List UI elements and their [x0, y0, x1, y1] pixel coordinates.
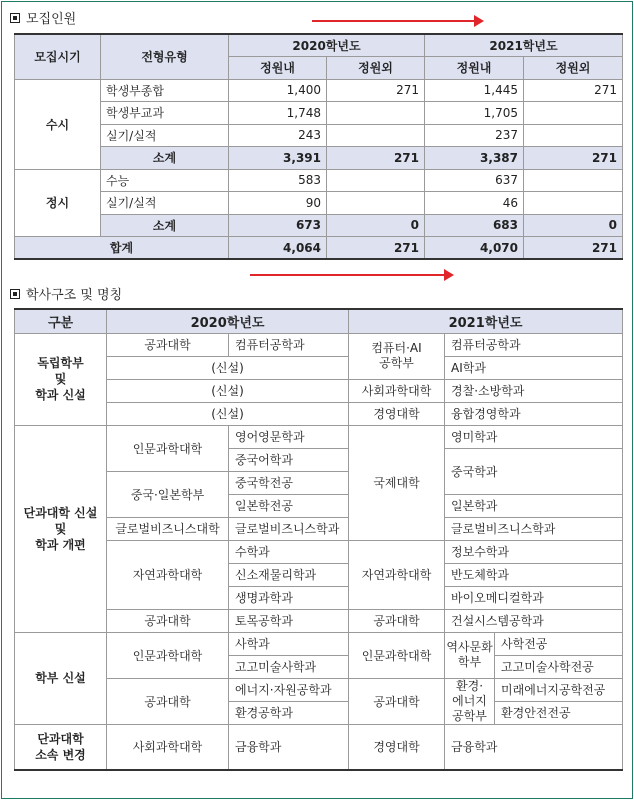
cell: 사학전공: [495, 632, 623, 655]
value-cell: 243: [229, 124, 327, 147]
square-bullet-icon: [10, 289, 20, 299]
cell: 건설시스템공학과: [445, 609, 623, 632]
cell: 영어영문학과: [229, 425, 349, 448]
header-category: 구분: [15, 309, 107, 333]
header-2020-in: 정원내: [229, 57, 327, 80]
header-2021-out: 정원외: [524, 57, 623, 80]
value-cell: 1,445: [425, 79, 524, 102]
cell: 중국학과: [445, 448, 623, 494]
subtotal-label: 소계: [101, 147, 229, 170]
cell: 바이오메디컬학과: [445, 586, 623, 609]
value-cell: 637: [425, 169, 524, 192]
table-row: [15, 192, 623, 215]
type-cell: 학생부교과: [101, 102, 229, 125]
cell: (신설): [107, 379, 349, 402]
section-title-text: 학사구조 및 명칭: [26, 288, 123, 303]
total-row: [15, 237, 623, 260]
total-label: 합계: [15, 237, 229, 260]
cell: 환경· 에너지 공학부: [445, 678, 495, 724]
cell: 경영대학: [349, 402, 445, 425]
cell: 환경공학과: [229, 701, 349, 724]
value-cell: 683: [425, 214, 524, 237]
cell: AI학과: [445, 356, 623, 379]
cell: 정보수학과: [445, 540, 623, 563]
cell: 인문과학대학: [349, 632, 445, 678]
value-cell: 3,391: [229, 147, 327, 170]
cell: 컴퓨터공학과: [445, 333, 623, 356]
cell: 금융학과: [445, 724, 623, 770]
admissions-table: [14, 33, 623, 260]
category-independent: 독립학부 및 학과 신설: [15, 333, 107, 425]
subtotal-row: [15, 214, 623, 237]
value-cell: 46: [425, 192, 524, 215]
header-2021: 2021학년도: [349, 309, 623, 333]
cell: 중국·일본학부: [107, 471, 229, 517]
cell: 영미학과: [445, 425, 623, 448]
cell: 생명과학과: [229, 586, 349, 609]
cell: 토목공학과: [229, 609, 349, 632]
section-title-structure: [10, 284, 122, 303]
type-cell: 학생부종합: [101, 79, 229, 102]
cell: 글로벌비즈니스대학: [107, 517, 229, 540]
value-cell: 4,070: [425, 237, 524, 260]
group-susi: 수시: [15, 79, 101, 169]
cell: 경찰·소방학과: [445, 379, 623, 402]
cell: 경영대학: [349, 724, 445, 770]
value-cell: 271: [524, 147, 623, 170]
cell: 신소재물리학과: [229, 563, 349, 586]
cell: 공과대학: [107, 609, 229, 632]
cell: 공과대학: [107, 333, 229, 356]
value-cell: 583: [229, 169, 327, 192]
cell: 사회과학대학: [349, 379, 445, 402]
square-bullet-icon: [10, 13, 20, 23]
cell: 일본학전공: [229, 494, 349, 517]
cell: 자연과학대학: [349, 540, 445, 609]
cell: 공과대학: [349, 678, 445, 724]
section-title-text: 모집인원: [26, 12, 77, 27]
cell: 일본학과: [445, 494, 623, 517]
cell: 미래에너지공학전공: [495, 678, 623, 701]
value-cell: 90: [229, 192, 327, 215]
header-2020: 2020학년도: [107, 309, 349, 333]
header-2020-out: 정원외: [327, 57, 425, 80]
cell: 중국어학과: [229, 448, 349, 471]
category-affiliation-change: 단과대학 소속 변경: [15, 724, 107, 770]
cell: 컴퓨터공학과: [229, 333, 349, 356]
cell: 에너지·자원공학과: [229, 678, 349, 701]
type-cell: 실기/실적: [101, 192, 229, 215]
value-cell: [524, 124, 623, 147]
header-period: 모집시기: [15, 34, 101, 79]
cell: 글로벌비즈니스학과: [229, 517, 349, 540]
value-cell: 0: [327, 214, 425, 237]
cell: 반도체학과: [445, 563, 623, 586]
value-cell: [524, 192, 623, 215]
header-2020: 2020학년도: [229, 34, 425, 57]
cell: 컴퓨터·AI 공학부: [349, 333, 445, 379]
cell: 인문과학대학: [107, 632, 229, 678]
value-cell: 673: [229, 214, 327, 237]
value-cell: 1,748: [229, 102, 327, 125]
cell: 사회과학대학: [107, 724, 229, 770]
table-row: [15, 79, 623, 102]
cell: 융합경영학과: [445, 402, 623, 425]
cell: 역사문화 학부: [445, 632, 495, 678]
cell: 금융학과: [229, 724, 349, 770]
cell: (신설): [107, 356, 349, 379]
table-row: [15, 102, 623, 125]
table-row: [15, 124, 623, 147]
cell: 중국학전공: [229, 471, 349, 494]
subtotal-label: 소계: [101, 214, 229, 237]
cell: 인문과학대학: [107, 425, 229, 471]
cell: 글로벌비즈니스학과: [445, 517, 623, 540]
value-cell: 0: [524, 214, 623, 237]
value-cell: 237: [425, 124, 524, 147]
value-cell: [327, 192, 425, 215]
section-title-admissions: [10, 8, 76, 27]
value-cell: 271: [327, 237, 425, 260]
value-cell: 4,064: [229, 237, 327, 260]
value-cell: 1,705: [425, 102, 524, 125]
value-cell: 3,387: [425, 147, 524, 170]
value-cell: [327, 102, 425, 125]
red-arrow-icon: [312, 20, 482, 22]
value-cell: 271: [327, 147, 425, 170]
value-cell: [327, 124, 425, 147]
category-division: 학부 신설: [15, 632, 107, 724]
group-jeongsi: 정시: [15, 169, 101, 237]
value-cell: 271: [327, 79, 425, 102]
table-row: [15, 169, 623, 192]
cell: 자연과학대학: [107, 540, 229, 609]
value-cell: [524, 169, 623, 192]
category-college-restructure: 단과대학 신설 및 학과 개편: [15, 425, 107, 632]
value-cell: [524, 102, 623, 125]
structure-table: [14, 308, 623, 771]
header-2021-in: 정원내: [425, 57, 524, 80]
cell: 국제대학: [349, 425, 445, 540]
cell: 공과대학: [349, 609, 445, 632]
header-type: 전형유형: [101, 34, 229, 79]
cell: 고고미술사학전공: [495, 655, 623, 678]
header-2021: 2021학년도: [425, 34, 623, 57]
type-cell: 실기/실적: [101, 124, 229, 147]
type-cell: 수능: [101, 169, 229, 192]
cell: (신설): [107, 402, 349, 425]
red-arrow-icon: [250, 274, 452, 276]
value-cell: 271: [524, 79, 623, 102]
cell: 고고미술사학과: [229, 655, 349, 678]
subtotal-row: [15, 147, 623, 170]
cell: 수학과: [229, 540, 349, 563]
value-cell: [327, 169, 425, 192]
value-cell: 1,400: [229, 79, 327, 102]
cell: 공과대학: [107, 678, 229, 724]
cell: 환경안전전공: [495, 701, 623, 724]
cell: 사학과: [229, 632, 349, 655]
value-cell: 271: [524, 237, 623, 260]
